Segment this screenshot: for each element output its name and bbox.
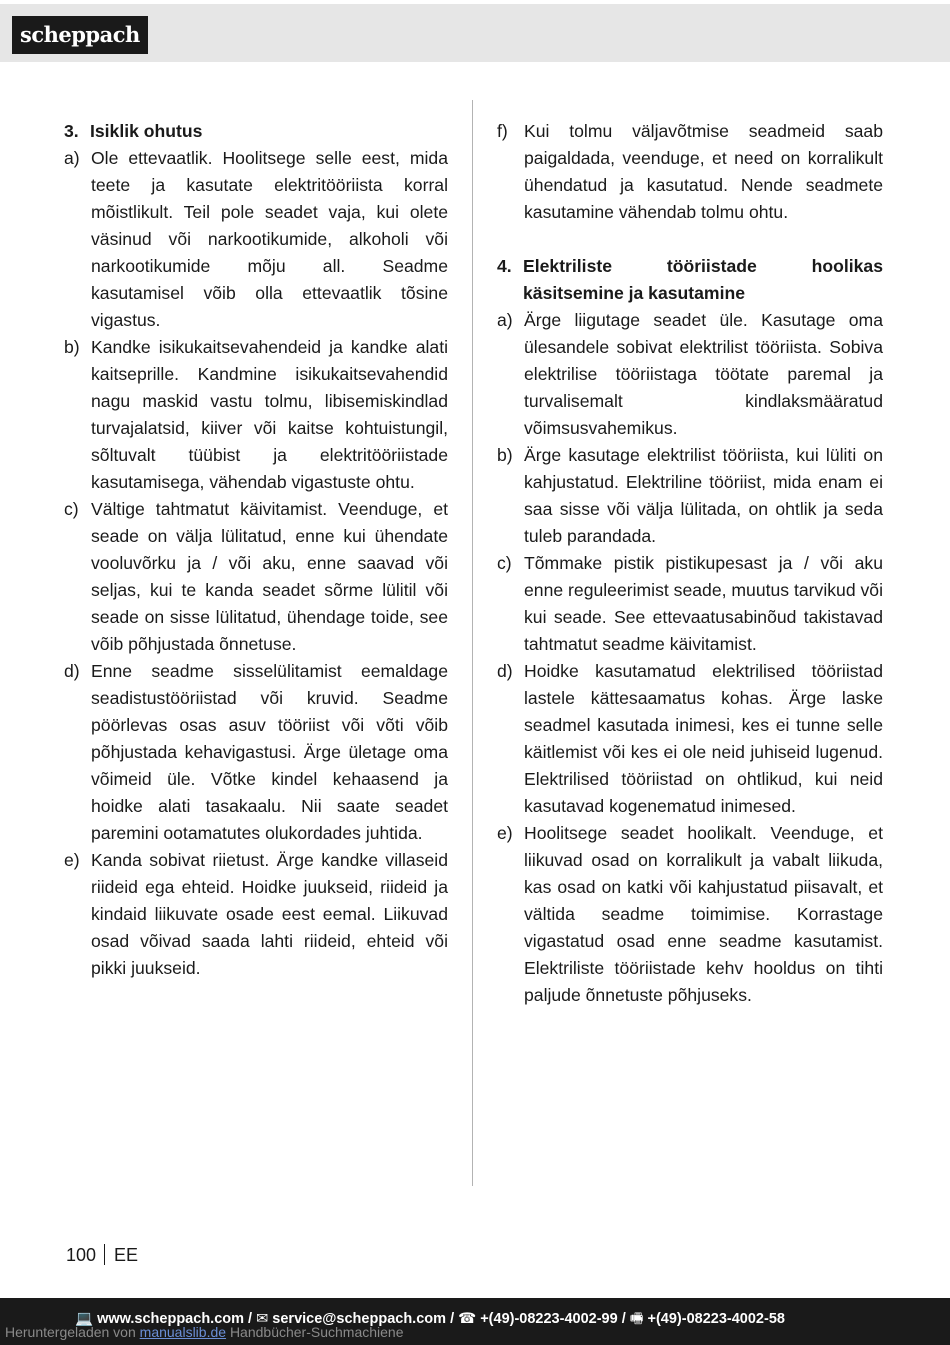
- separator: /: [248, 1311, 253, 1327]
- section-title: Elektriliste tööriistade hoolikas käsitsemine ja kasutamine: [523, 256, 883, 303]
- separator: /: [450, 1311, 455, 1327]
- item-label: b): [64, 337, 80, 357]
- watermark-suffix: Handbücher-Suchmachiene: [229, 1324, 404, 1340]
- section-title: Isiklik ohutus: [90, 121, 203, 141]
- watermark-prefix: Heruntergeladen von: [5, 1324, 136, 1340]
- item-text: Vältige tahtmatut käivitamist. Veenduge, et seade on välja lülitatud, enne kui ühendate vooluvõrku ja / või aku, enne saavad või seljas, kui te kanda seadet sõrme lülitil või seade on sisse lülitatud, ühendage toide, see võib põhjustada õnnetuse.: [91, 499, 448, 654]
- scheppach-logo: scheppach: [12, 16, 148, 54]
- item-text: Hoidke kasutamatud elektrilised tööriistad lastele kättesaamatus kohas. Ärge laske seadmel kasutada inimesi, kes ei tunne selle käitlemist või kes ei ole neid juhiseid lugenud. Elektrilised tööriistad on ohtlikud, kui neid kasutavad kogenematud inimesed.: [524, 661, 883, 816]
- separator: /: [621, 1311, 626, 1327]
- list-item-e: [64, 847, 448, 982]
- list-item-a: [64, 145, 448, 334]
- spacer: [497, 226, 883, 253]
- list-item-a: [497, 307, 883, 442]
- mail-icon: ✉: [256, 1311, 269, 1327]
- section-number: 4.: [497, 256, 512, 276]
- list-item-c: [64, 496, 448, 658]
- language-code: EE: [114, 1245, 139, 1265]
- item-text: Tõmmake pistik pistikupesast ja / või aku enne reguleerimist seade, muutus tarvikud või kui seade. See ettevaatusabinõud takistavad tahtmatut seadme käivitamist.: [524, 553, 883, 654]
- download-watermark: [5, 1324, 404, 1340]
- email-link[interactable]: service@scheppach.com: [272, 1311, 447, 1327]
- list-item-e: [497, 820, 883, 1009]
- item-text: Hoolitsege seadet hoolikalt. Veenduge, et liikuvad osad on korralikult ja vabalt liikuda, kas osad on katki või kahjustatud piisavalt, et vältida seadme toimimise. Korrastage vigastatud osad enne seadme kasutamist. Elektriliste tööriistade kehv hooldus on tihti paljude õnnetuste põhjuseks.: [524, 823, 883, 1005]
- right-column: [497, 118, 883, 1009]
- column-divider: [472, 100, 473, 1186]
- item-label: f): [497, 121, 508, 141]
- section-3-heading: [64, 118, 448, 145]
- list-item-f: [497, 118, 883, 226]
- list-item-b: [64, 334, 448, 496]
- page-number-value: 100: [66, 1245, 97, 1265]
- item-label: c): [497, 553, 512, 573]
- page-number: [66, 1244, 138, 1266]
- header-bar: [0, 4, 950, 62]
- computer-icon: 💻: [75, 1311, 94, 1327]
- item-text: Kui tolmu väljavõtmise seadmeid saab paigaldada, veenduge, et need on korralikult ühendatud ja kasutatud. Nende seadmete kasutamine vähendab tolmu ohtu.: [524, 121, 883, 222]
- fax-number: +(49)-08223-4002-58: [647, 1311, 785, 1327]
- list-item-b: [497, 442, 883, 550]
- list-item-d: [497, 658, 883, 820]
- item-label: e): [497, 823, 513, 843]
- item-label: a): [497, 310, 513, 330]
- phone-icon: ☎: [458, 1311, 477, 1327]
- phone-number: +(49)-08223-4002-99: [480, 1311, 618, 1327]
- item-text: Ärge kasutage elektrilist tööriista, kui lüliti on kahjustatud. Elektriline tööriist, mida enam ei saa sisse või välja lülitada, on ohtlik ja seda tuleb parandada.: [524, 445, 883, 546]
- item-text: Kanda sobivat riietust. Ärge kandke villaseid riideid ega ehteid. Hoidke juukseid, riideid ja kindaid liikuvate osade eest eemal. Liikuvad osad võivad saada lahti riideid, ehteid või pikki juukseid.: [91, 850, 448, 978]
- item-label: d): [64, 661, 80, 681]
- footer-bar: [0, 1298, 950, 1345]
- list-item-d: [64, 658, 448, 847]
- left-column: [64, 118, 448, 982]
- section-4-heading: [497, 253, 883, 307]
- item-label: e): [64, 850, 80, 870]
- website-link[interactable]: www.scheppach.com: [97, 1311, 245, 1327]
- item-label: b): [497, 445, 513, 465]
- page-number-separator: [104, 1244, 105, 1265]
- item-text: Ole ettevaatlik. Hoolitsege selle eest, mida teete ja kasutate elektritööriista korral mõistlikult. Teil pole seadet vaja, kui olete väsinud või narkootikumide, alkoholi või narkootikumide mõju all. Seadme kasutamisel võib olla ettevaatlik tõsine vigastus.: [91, 148, 448, 330]
- item-text: Kandke isikukaitsevahendeid ja kandke alati kaitseprille. Kandmine isikukaitsevahendid nagu maskid vastu tolmu, libisemiskindlad turvajalatsid, kiiver või kaitse kohtuistungil, sõltuvalt tüübist ja elektritööriistade kasutamisega, vähendab vigastuste ohtu.: [91, 337, 448, 492]
- item-text: Ärge liigutage seadet üle. Kasutage oma ülesandele sobivat elektrilist tööriista. Sobiva elektrilise tööriistaga töötate paremal ja turvalisemalt kindlaksmääratud võimsusvahemikus.: [524, 310, 883, 438]
- item-text: Enne seadme sisselülitamist eemaldage seadistustööriistad või kruvid. Seadme pöörlevas osas asuv tööriist või võti võib põhjustada kehavigastusi. Ärge ületage oma võimeid üle. Võtke kindel kehaasend ja hoidke alati tasakaalu. Nii saate seadet paremini ootamatutes olukordades juhtida.: [91, 661, 448, 843]
- manualslib-link[interactable]: manualslib.de: [139, 1324, 227, 1340]
- list-item-c: [497, 550, 883, 658]
- item-label: d): [497, 661, 513, 681]
- section-number: 3.: [64, 121, 79, 141]
- item-label: a): [64, 148, 80, 168]
- item-label: c): [64, 499, 79, 519]
- fax-icon: 🖷: [629, 1311, 644, 1327]
